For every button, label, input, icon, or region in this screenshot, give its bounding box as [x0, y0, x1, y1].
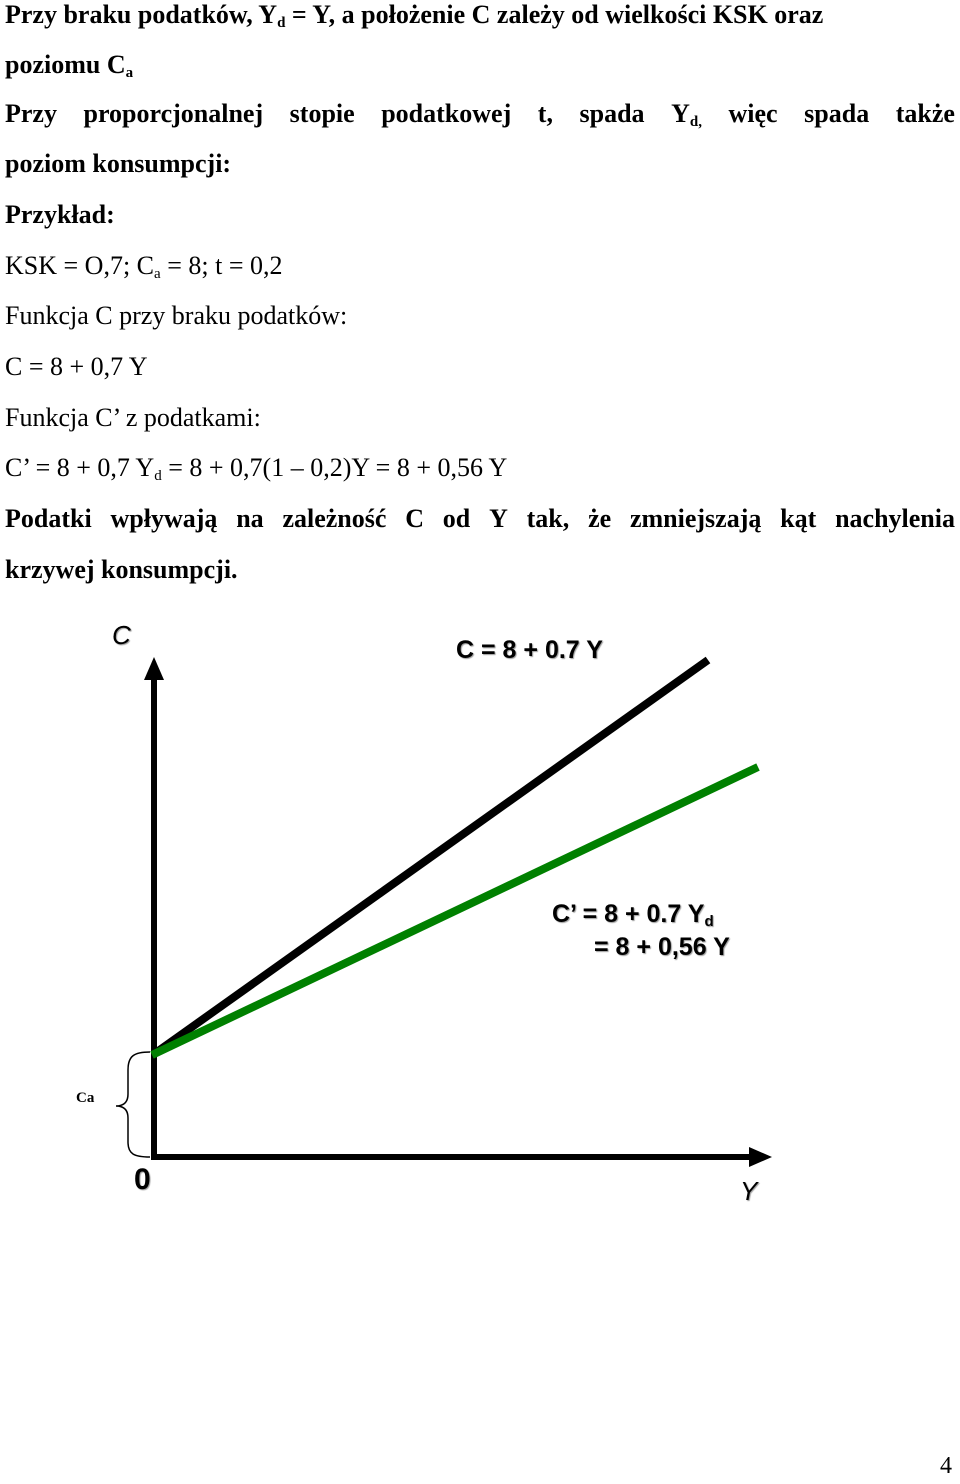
line1-label: C = 8 + 0.7 Y — [456, 636, 603, 664]
word: na — [236, 504, 264, 533]
function-no-tax-heading: Funkcja C przy braku podatków: — [5, 301, 348, 330]
subscript: d — [277, 15, 286, 31]
word: spada — [579, 99, 645, 128]
text: = 8 + 0,7(1 – 0,2)Y = 8 + 0,56 Y — [161, 453, 508, 482]
line2-label-a — [552, 900, 714, 929]
paragraph-proportional-tax-cont: poziom konsumpcji: — [5, 149, 232, 178]
word: że — [588, 504, 612, 533]
consumption-function-diagram — [0, 600, 960, 1240]
word: stopie — [289, 99, 355, 128]
word-yd — [671, 99, 702, 129]
text: C’ = 8 + 0,7 Y — [5, 453, 155, 482]
paragraph-no-taxes — [5, 0, 823, 30]
word: nachylenia — [835, 504, 955, 533]
paragraph-conclusion-cont: krzywej konsumpcji. — [5, 555, 238, 584]
paragraph-proportional-tax — [5, 99, 955, 129]
word: wpływają — [110, 504, 218, 533]
line2-label-b: = 8 + 0,56 Y — [594, 933, 730, 961]
subscript: d — [154, 468, 162, 484]
subscript: d — [704, 913, 714, 930]
paragraph-no-taxes-cont — [5, 50, 133, 80]
text: = 8; t = 0,2 — [160, 251, 283, 280]
word: t, — [537, 99, 553, 128]
function-no-tax-formula: C = 8 + 0,7 Y — [5, 352, 148, 381]
paragraph-conclusion — [5, 504, 955, 534]
word: zależność — [282, 504, 387, 533]
text: = Y, a położenie C zależy od wielkości KSK oraz — [285, 0, 824, 29]
word: także — [895, 99, 955, 128]
subscript: d, — [689, 114, 702, 130]
word: C — [405, 504, 424, 533]
subscript: a — [154, 266, 161, 282]
function-tax-formula — [5, 453, 507, 483]
intercept-brace — [116, 1052, 150, 1157]
origin-label: 0 — [134, 1163, 151, 1196]
word: tak, — [526, 504, 570, 533]
text: Y — [671, 99, 690, 128]
text: C’ = 8 + 0.7 Y — [552, 900, 705, 928]
subscript: a — [125, 65, 134, 81]
word: proporcjonalnej — [83, 99, 264, 128]
example-heading: Przykład: — [5, 200, 115, 229]
function-tax-heading: Funkcja C’ z podatkami: — [5, 403, 261, 432]
word: więc — [728, 99, 778, 128]
word: Y — [489, 504, 508, 533]
text: KSK = O,7; C — [5, 251, 155, 280]
word: od — [442, 504, 471, 533]
word: Podatki — [5, 504, 92, 533]
word: Przy — [5, 99, 57, 128]
page-number: 4 — [940, 1453, 952, 1479]
y-axis-arrow — [144, 657, 164, 680]
word: spada — [804, 99, 870, 128]
intercept-label: Ca — [76, 1090, 95, 1106]
x-axis-arrow — [749, 1147, 772, 1167]
consumption-line-no-tax — [154, 660, 708, 1054]
word: podatkowej — [381, 99, 512, 128]
y-axis-label: C — [112, 620, 131, 650]
word: kąt — [780, 504, 817, 533]
x-axis-label: Y — [740, 1176, 758, 1206]
example-params — [5, 251, 282, 281]
text: poziomu C — [5, 50, 126, 79]
word: zmniejszają — [629, 504, 762, 533]
text: Przy braku podatków, Y — [5, 0, 278, 29]
